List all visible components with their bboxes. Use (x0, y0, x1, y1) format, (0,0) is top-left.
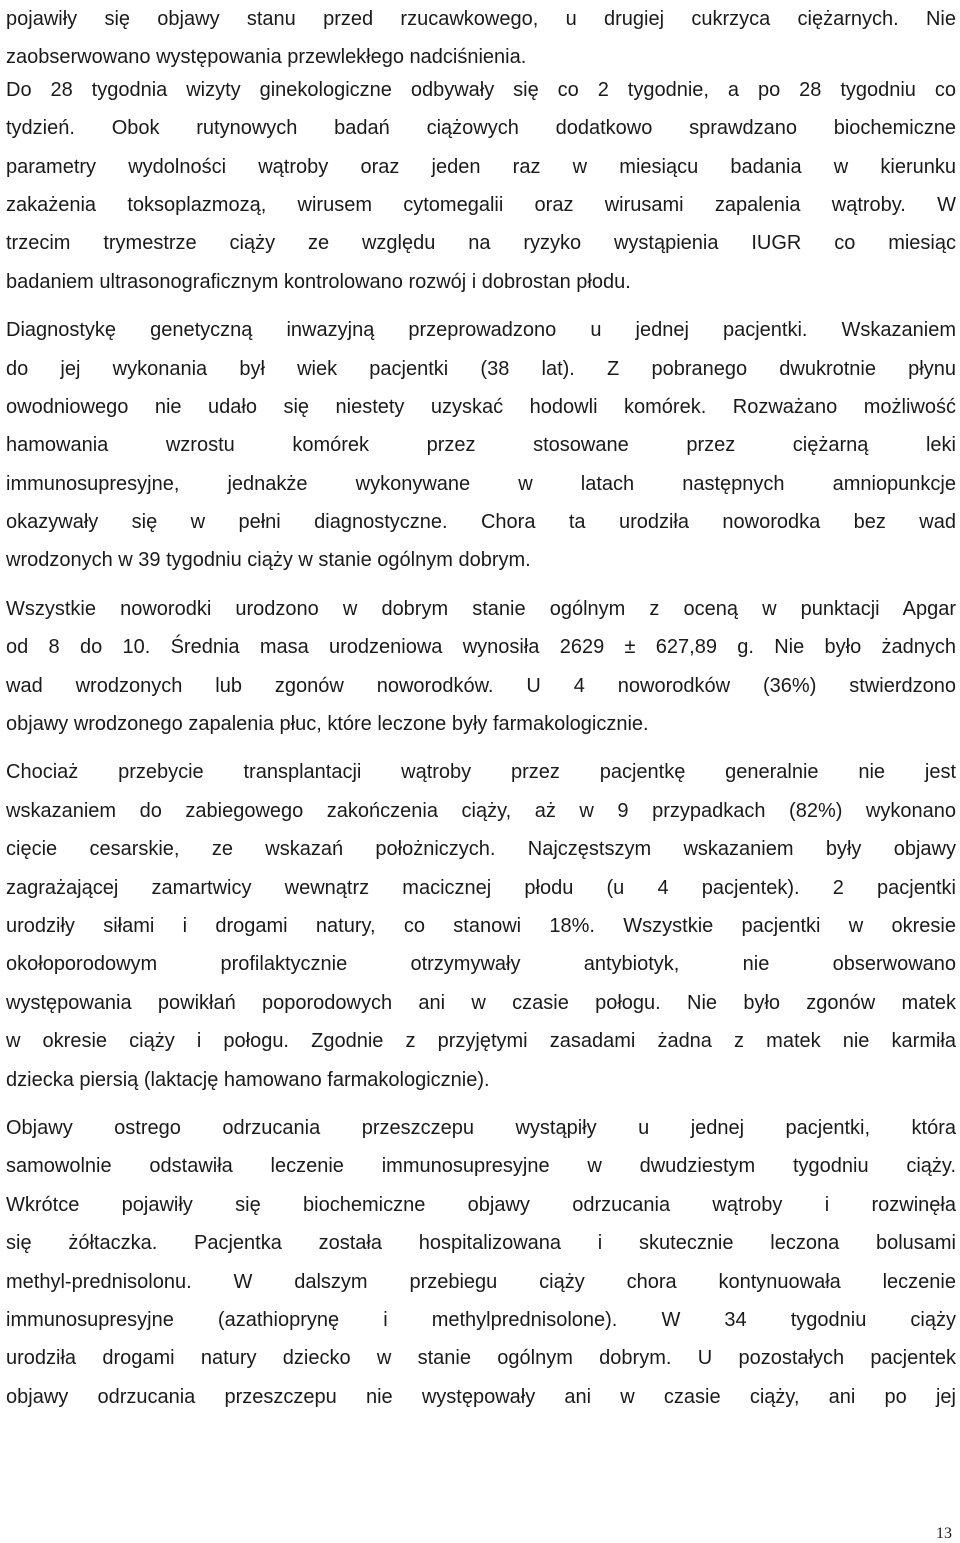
text-line: okołoporodowym profilaktycznie otrzymywały antybiotyk, nie obserwowano (6, 953, 956, 976)
paragraph (6, 0, 956, 77)
text-line: okazywały się w pełni diagnostyczne. Chora ta urodziła noworodka bez wad (6, 511, 956, 534)
text-line: immunosupresyjne, jednakże wykonywane w latach następnych amniopunkcje (6, 472, 956, 495)
document-body (6, 0, 956, 1416)
text-line: wad wrodzonych lub zgonów noworodków. U 4 noworodków (36%) stwierdzono (6, 674, 956, 697)
text-line: Objawy ostrego odrzucania przeszczepu wystąpiły u jednej pacjentki, która (6, 1116, 956, 1139)
text-line: urodziła drogami natury dziecko w stanie ogólnym dobrym. U pozostałych pacjentek (6, 1347, 956, 1370)
text-line: od 8 do 10. Średnia masa urodzeniowa wynosiła 2629 ± 627,89 g. Nie było żadnych (6, 636, 956, 659)
text-line: Wszystkie noworodki urodzono w dobrym stanie ogólnym z oceną w punktacji Apgar (6, 597, 956, 620)
paragraph (6, 590, 956, 744)
text-line: się żółtaczka. Pacjentka została hospitalizowana i skutecznie leczona bolusami (6, 1232, 956, 1255)
text-line: zakażenia toksoplazmozą, wirusem cytomegalii oraz wirusami zapalenia wątroby. W (6, 193, 956, 216)
text-line: wskazaniem do zabiegowego zakończenia ciąży, aż w 9 przypadkach (82%) wykonano (6, 799, 956, 822)
text-line: w okresie ciąży i połogu. Zgodnie z przyjętymi zasadami żadna z matek nie karmiła (6, 1030, 956, 1053)
text-line: tydzień. Obok rutynowych badań ciążowych dodatkowo sprawdzano biochemiczne (6, 117, 956, 140)
text-line: methyl-prednisolonu. W dalszym przebiegu ciąży chora kontynuowała leczenie (6, 1270, 956, 1293)
text-line: cięcie cesarskie, ze wskazań położniczych. Najczęstszym wskazaniem były objawy (6, 838, 956, 861)
text-line: wrodzonych w 39 tygodniu ciąży w stanie ogólnym dobrym. (6, 549, 531, 572)
text-line: objawy wrodzonego zapalenia płuc, które leczone były farmakologicznie. (6, 713, 649, 736)
text-line: badaniem ultrasonograficznym kontrolowano rozwój i dobrostan płodu. (6, 270, 631, 293)
page-number: 13 (936, 1525, 952, 1542)
text-line: objawy odrzucania przeszczepu nie występowały ani w czasie ciąży, ani po jej (6, 1385, 956, 1408)
text-line: Chociaż przebycie transplantacji wątroby przez pacjentkę generalnie nie jest (6, 761, 956, 784)
text-line: parametry wydolności wątroby oraz jeden raz w miesiącu badania w kierunku (6, 155, 956, 178)
text-line: dziecka piersią (laktację hamowano farmakologicznie). (6, 1068, 490, 1091)
paragraph (6, 311, 956, 580)
text-line: występowania powikłań poporodowych ani w czasie połogu. Nie było zgonów matek (6, 991, 956, 1014)
text-line: trzecim trymestrze ciąży ze względu na ryzyko wystąpienia IUGR co miesiąc (6, 232, 956, 255)
text-line: do jej wykonania był wiek pacjentki (38 lat). Z pobranego dwukrotnie płynu (6, 357, 956, 380)
text-line: Diagnostykę genetyczną inwazyjną przeprowadzono u jednej pacjentki. Wskazaniem (6, 319, 956, 342)
text-line: immunosupresyjne (azathioprynę i methylprednisolone). W 34 tygodniu ciąży (6, 1308, 956, 1331)
text-line: pojawiły się objawy stanu przed rzucawkowego, u drugiej cukrzyca ciężarnych. Nie (6, 8, 956, 30)
text-line: zaobserwowano występowania przewlekłego nadciśnienia. (6, 46, 527, 69)
text-line: owodniowego nie udało się niestety uzyskać hodowli komórek. Rozważano możliwość (6, 395, 956, 418)
text-line: Do 28 tygodnia wizyty ginekologiczne odbywały się co 2 tygodnie, a po 28 tygodniu co (6, 78, 956, 101)
text-line: samowolnie odstawiła leczenie immunosupresyjne w dwudziestym tygodniu ciąży. (6, 1155, 956, 1178)
text-line: Wkrótce pojawiły się biochemiczne objawy odrzucania wątroby i rozwinęła (6, 1193, 956, 1216)
paragraph (6, 753, 956, 1099)
paragraph (6, 1109, 956, 1416)
paragraph (6, 71, 956, 301)
text-line: hamowania wzrostu komórek przez stosowane przez ciężarną leki (6, 434, 956, 457)
text-line: zagrażającej zamartwicy wewnątrz macicznej płodu (u 4 pacjentek). 2 pacjentki (6, 876, 956, 899)
text-line: urodziły siłami i drogami natury, co stanowi 18%. Wszystkie pacjentki w okresie (6, 914, 956, 937)
